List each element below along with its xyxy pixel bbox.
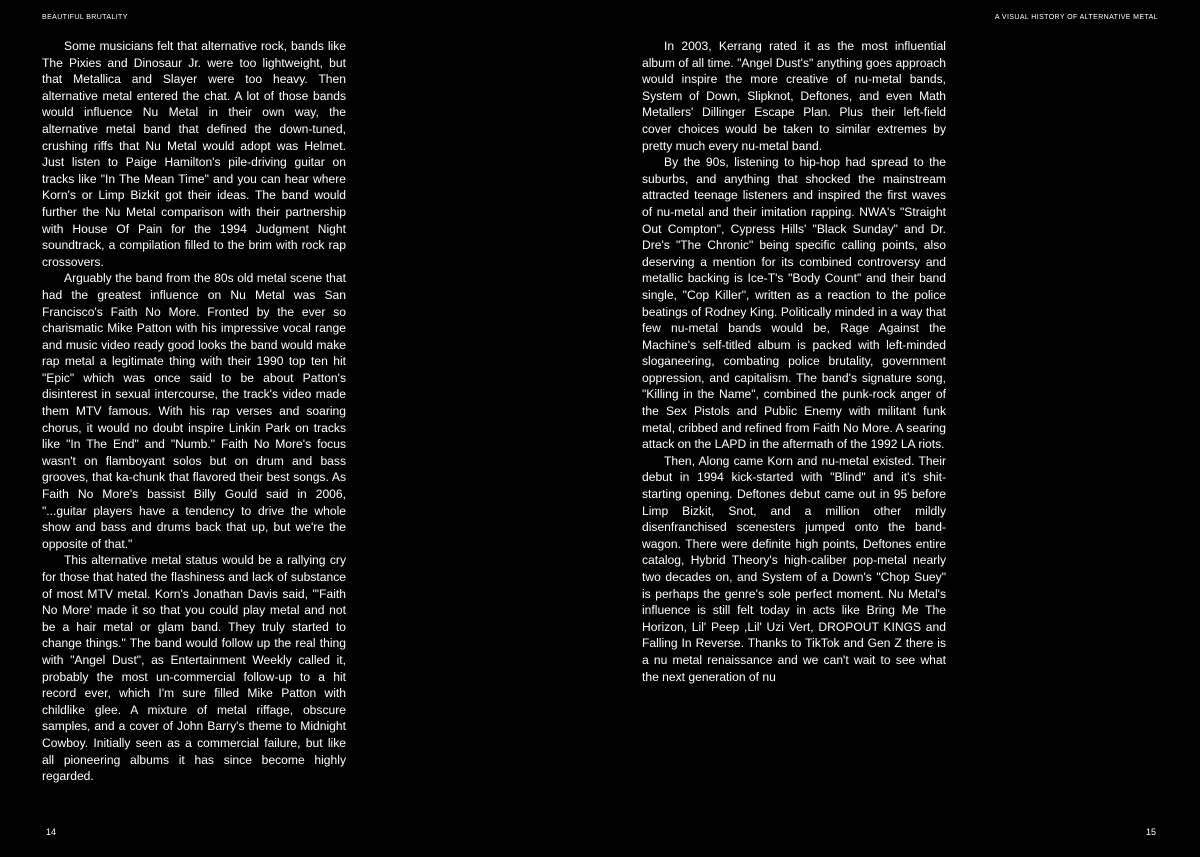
running-head-left: BEAUTIFUL BRUTALITY: [42, 14, 128, 21]
left-page-body: [42, 38, 346, 785]
page-number-left: 14: [46, 827, 57, 837]
right-paragraph-2: By the 90s, listening to hip-hop had spread to the suburbs, and anything that shocked the mainstream attracted teenage listeners and inspired the first waves of nu-metal and their imitation rapping. NWA's "Straight Out Compton", Cypress Hills' "Black Sunday" and Dr. Dre's "The Chronic" being specific calling points, also deserving a mention for its combined controversy and metallic backing is Ice-T's "Body Count" and their band single, "Cop Killer", written as a reaction to the police beatings of Rodney King. Politically minded in a way that few nu-metal bands would be, Rage Against the Machine's self-titled album is packed with left-minded sloganeering, combating police brutality, government oppression, and capitalism. The band's signature song, "Killing in the Name", combined the punk-rock anger of the Sex Pistols and Public Enemy with militant funk metal, cribbed and refined from Faith No More. A searing attack on the LAPD in the aftermath of the 1992 LA riots.: [642, 155, 946, 452]
left-paragraph-1: Some musicians felt that alternative rock, bands like The Pixies and Dinosaur Jr. were too lightweight, but that Metallica and Slayer were too heavy. Then alternative metal entered the chat. A lot of those bands would influence Nu Metal in their own way, the alternative metal band that defined the down-tuned, crushing riffs that Nu Metal would adopt was Helmet. Just listen to Paige Hamilton's pile-driving guitar on tracks like "In The Mean Time" and you can hear where Korn's or Limp Bizkit got their ideas. The band would further the Nu Metal comparison with their partnership with House Of Pain for the 1994 Judgment Night soundtrack, a compilation filled to the brim with rock rap crossovers.: [42, 39, 346, 269]
left-paragraph-3: This alternative metal status would be a rallying cry for those that hated the flashiness and lack of substance of most MTV metal. Korn's Jonathan Davis said, "'Faith No More' made it so that you could play metal and not be a hair metal or glam band. They truly started to change things." The band would follow up the real thing with "Angel Dust", as Entertainment Weekly called it, probably the most un-commercial follow-up to a hit record ever, which I'm sure filled Mike Patton with childlike glee. A mixture of metal riffage, obscure samples, and a cover of John Barry's theme to Midnight Cowboy. Initially seen as a commercial failure, but like all pioneering albums it has since become highly regarded.: [42, 553, 346, 784]
right-paragraph-1: In 2003, Kerrang rated it as the most influential album of all time. "Angel Dust's" anything goes approach would inspire the more creative of nu-metal bands, System of Down, Slipknot, Deftones, and even Math Metallers' Dillinger Escape Plan. Plus their left-field cover choices would be taken to similar extremes by pretty much every nu-metal band.: [642, 39, 946, 153]
right-page-body: [642, 38, 946, 685]
right-paragraph-3: Then, Along came Korn and nu-metal existed. Their debut in 1994 kick-started with "Blind" and it's shit-starting opening. Deftones debut came out in 95 before Limp Bizkit, Snot, and a million other mildly disenfranchised scenesters jumped onto the bandwagon. There were definite high points, Deftones entire catalog, Hybrid Theory's high-caliber pop-metal nearly two decades on, and System of a Down's "Chop Suey" is perhaps the genre's sole perfect moment. Nu Metal's influence is still felt today in acts like Bring Me The Horizon, Lil' Peep ,Lil' Uzi Vert, DROPOUT KINGS and Falling In Reverse. Thanks to TikTok and Gen Z there is a nu metal renaissance and we can't wait to see what the next generation of nu: [642, 453, 946, 684]
left-paragraph-2: Arguably the band from the 80s old metal scene that had the greatest influence on Nu Metal was San Francisco's Faith No More. Fronted by the ever so charismatic Mike Patton with his impressive vocal range and music video ready good looks the band would make rap metal a legitimate thing with their 1990 top ten hit "Epic" which was once said to be about Patton's disinterest in sexual intercourse, the track's video made them MTV famous. With his rap verses and soaring chorus, it would no doubt inspire Linkin Park on tracks like "In The End" and "Numb." Faith No More's focus wasn't on flamboyant solos but on drum and bass grooves, that ka-chunk that flavored their best songs. As Faith No More's bassist Billy Gould said in 2006, "...guitar players have a tendency to drive the whole show and bass and drums back that up, but we're the opposite of that.": [42, 271, 346, 551]
page-number-right: 15: [1146, 827, 1157, 837]
running-head-right: A VISUAL HISTORY OF ALTERNATIVE METAL: [994, 14, 1158, 21]
